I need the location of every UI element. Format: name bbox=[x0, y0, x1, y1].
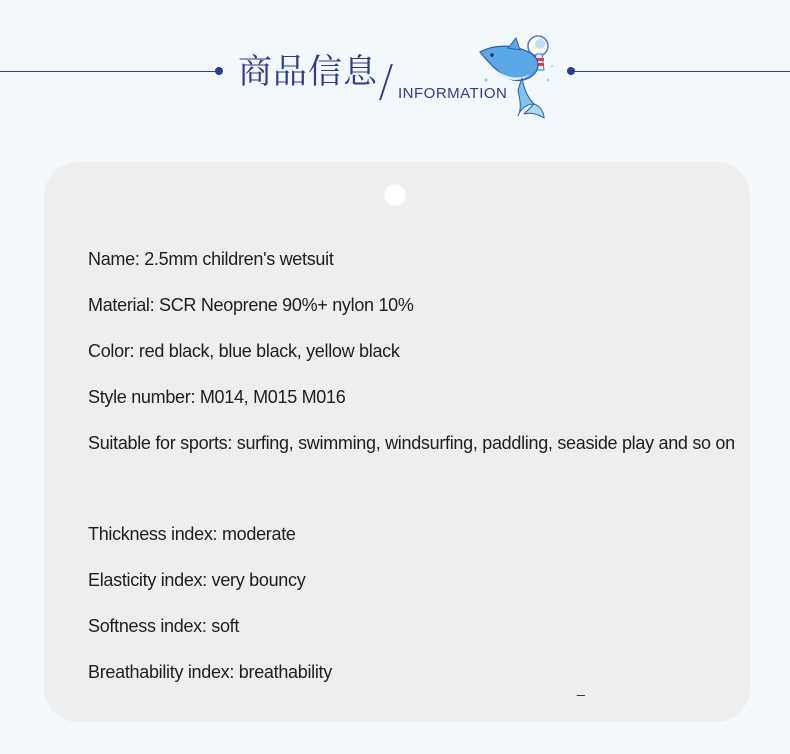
trailing-mark: _ bbox=[577, 680, 585, 696]
dolphin-astronaut-icon bbox=[478, 30, 558, 120]
detail-material: Material: SCR Neoprene 90%+ nylon 10% bbox=[88, 295, 414, 315]
detail-style-number: Style number: M014, M015 M016 bbox=[88, 387, 346, 407]
detail-color: Color: red black, blue black, yellow black bbox=[88, 341, 400, 361]
index-elasticity: Elasticity index: very bouncy bbox=[88, 570, 306, 590]
detail-name: Name: 2.5mm children's wetsuit bbox=[88, 249, 334, 269]
index-breathability: Breathability index: breathability bbox=[88, 662, 332, 682]
detail-suitable-sports: Suitable for sports: surfing, swimming, windsurfing, paddling, seaside play and so on bbox=[88, 433, 735, 453]
header-dot-left bbox=[215, 67, 223, 75]
section-title-cn: 商品信息 bbox=[238, 52, 378, 92]
header-rule-right bbox=[572, 71, 790, 72]
tag-hole bbox=[383, 183, 407, 207]
section-title-en: INFORMATION bbox=[398, 85, 508, 102]
header-rule-left bbox=[0, 71, 218, 72]
index-softness: Softness index: soft bbox=[88, 616, 240, 636]
index-thickness: Thickness index: moderate bbox=[88, 524, 296, 544]
title-slash bbox=[379, 64, 393, 100]
